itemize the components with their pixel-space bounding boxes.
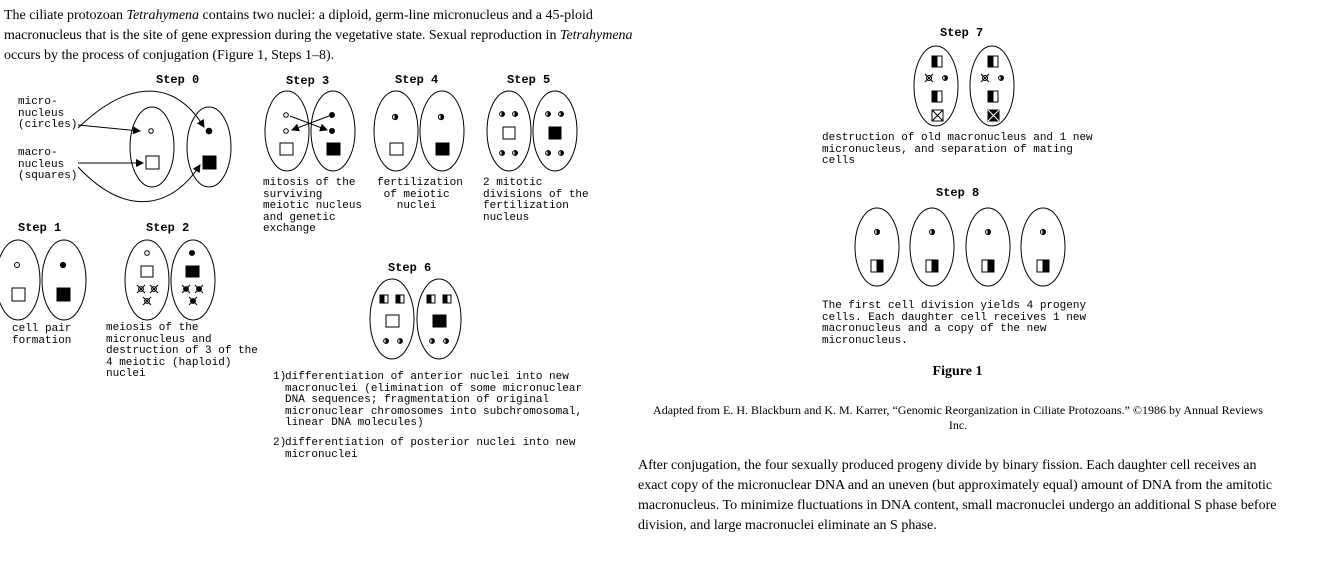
intro-organism-1: Tetrahymena [126,8,200,23]
step-8-caption: The first cell division yields 4 progeny cells. Each daughter cell receives 1 new macronucleus and a copy of the new micronucleus. [822,300,1087,347]
step-6-caption-2 [273,438,575,461]
step-0-heading: Step 0 [156,73,200,87]
step-6-caption-2-text: differentiation of posterior nuclei into new micronuclei [285,437,576,461]
step-5-caption: 2 mitotic divisions of the fertilization nucleus [483,177,589,224]
body-paragraph: After conjugation, the four sexually produced progeny divide by binary fission. Each daughter cell receives an exact copy of the micronuclear DNA and an uneven (but approximately equal) amount of DNA from the amitotic macronucleus. To minimize fluctuations in DNA content, small macronuclei undergo an additional S phase before division, and large macronuclei eliminate an S phase. [638,458,1277,533]
step2-cells [125,240,215,320]
step8-cells [855,208,1065,286]
step6-cells [370,279,461,359]
step-5-heading: Step 5 [507,73,551,87]
intro-organism-2: Tetrahymena [559,28,633,43]
intro-text-2: contains two nuclei: a diploid, germ-line micronucleus and a 45-ploid macronucleus that is the site of gene expression during the vegetative state. Sexual reproduction in [4,8,593,43]
step4-cells [374,91,464,171]
step-2-heading: Step 2 [146,221,190,235]
step1-cells [0,240,86,320]
step-6-caption-1-text: differentiation of anterior nuclei into new macronuclei (elimination of some micronuclear DNA sequences; fragmentation of original micronuclear chromosomes into subchromosomal, linear DNA molecules) [285,371,583,429]
figure-title: Figure 1 [932,364,983,379]
intro-text-3: occurs by the process of conjugation (Figure 1, Steps 1–8). [4,48,335,63]
step-6-caption-1 [273,372,582,430]
micronucleus-label: micro- nucleus (circles) [18,96,78,131]
step5-cells [487,91,577,171]
step-4-heading: Step 4 [395,73,439,87]
step-8-heading: Step 8 [936,186,980,200]
step7-cells [914,46,1014,126]
intro-text-1: The ciliate protozoan [4,8,127,23]
step-6-heading: Step 6 [388,261,432,275]
step-1-caption: cell pair formation [12,323,72,347]
step-7-heading: Step 7 [940,26,984,40]
macronucleus-label: macro- nucleus (squares) [18,147,78,182]
step0-cells [78,91,231,202]
step-3-caption: mitosis of the surviving meiotic nucleus and genetic exchange [263,177,363,235]
step-7-caption: destruction of old macronucleus and 1 new micronucleus, and separation of mating cells [822,132,1093,167]
step-1-heading: Step 1 [18,221,62,235]
step-3-heading: Step 3 [286,74,330,88]
step-6-caption-1-number: 1) [273,371,287,383]
step-6-caption-2-number: 2) [273,437,287,449]
step-2-caption: meiosis of the micronucleus and destruction of 3 of the 4 meiotic (haploid) nuclei [106,322,258,380]
step3-cells [265,91,355,171]
step-4-caption: fertilization of meiotic nuclei [377,177,463,212]
step2-destroyed-nuclei [137,285,203,305]
figure-credit: Adapted from E. H. Blackburn and K. M. Karrer, “Genomic Reorganization in Ciliate Protozoans.” ©1986 by Annual Reviews Inc. [653,403,1263,432]
